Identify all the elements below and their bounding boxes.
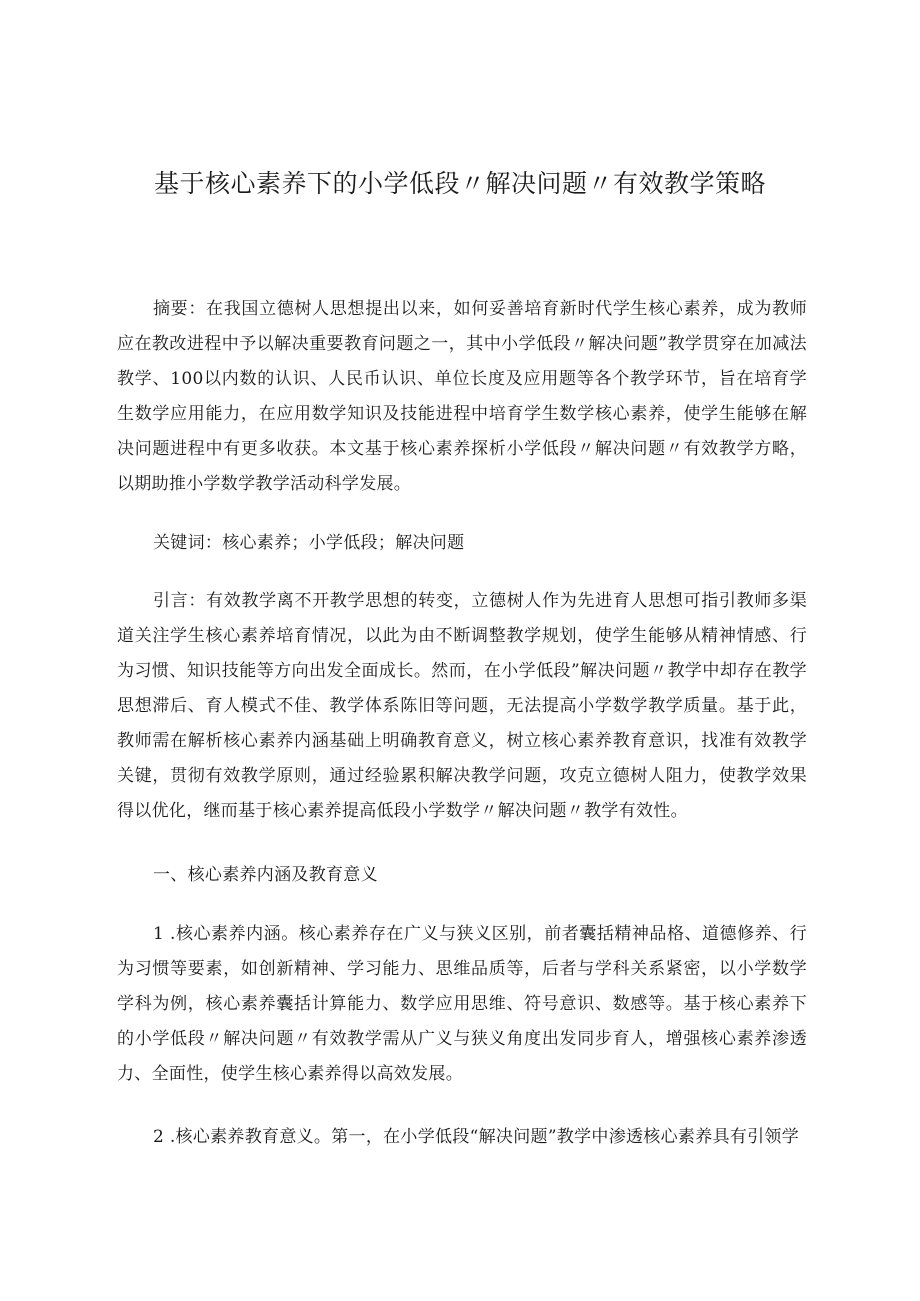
core-literacy-meaning-paragraph: 1 .核心素养内涵。核心素养存在广义与狭义区别，前者囊括精神品格、道德修养、行为习惯等要素，如创新精神、学习能力、思维品质等，后者与学科关系紧密，以小学数学学科为例，核心素养囊括计算能力、数学应用思维、符号意识、数感等。基于核心素养下的小学低段〃解决问题〃有效教学需从广义与狭义角度出发同步育人，增强核心素养渗透力、全面性，使学生核心素养得以高效发展。 (117, 924, 807, 1084)
document-title: 基于核心素养下的小学低段〃解决问题〃有效教学策略 (153, 169, 766, 198)
core-literacy-significance-paragraph: 2 .核心素养教育意义。第一，在小学低段“解决问题”教学中渗透核心素养具有引领学 (153, 1127, 800, 1147)
introduction-paragraph: 引言：有效教学离不开教学思想的转变，立德树人作为先进育人思想可指引教师多渠道关注学生核心素养培育情况，以此为由不断调整教学规划，使学生能够从精神情感、行为习惯、知识技能等方向出发全面成长。然而，在小学低段”解决问题〃教学中却存在教学思想滞后、育人模式不佳、教学体系陈旧等问题，无法提高小学数学教学质量。基于此，教师需在解析核心素养内涵基础上明确教育意义，树立核心素养教育意识，找准有效教学关键，贯彻有效教学原则，通过经验累积解决教学问题，攻克立德树人阻力，使教学效果得以优化，继而基于核心素养提高低段小学数学〃解决问题〃教学有效性。 (117, 591, 807, 821)
keywords-line: 关键词：核心素养；小学低段；解决问题 (153, 533, 465, 553)
abstract-paragraph: 摘要：在我国立德树人思想提出以来，如何妥善培育新时代学生核心素养，成为教师应在教改进程中予以解决重要教育问题之一，其中小学低段〃解决问题”教学贯穿在加减法教学、100以内数的认识、人民币认识、单位长度及应用题等各个教学环节，旨在培育学生数学应用能力，在应用数学知识及技能进程中培育学生数学核心素养，使学生能够在解决问题进程中有更多收获。本文基于核心素养探析小学低段〃解决问题〃有效教学方略，以期助推小学数学教学活动科学发展。 (117, 299, 807, 494)
section-heading: 一、核心素养内涵及教育意义 (153, 865, 378, 885)
